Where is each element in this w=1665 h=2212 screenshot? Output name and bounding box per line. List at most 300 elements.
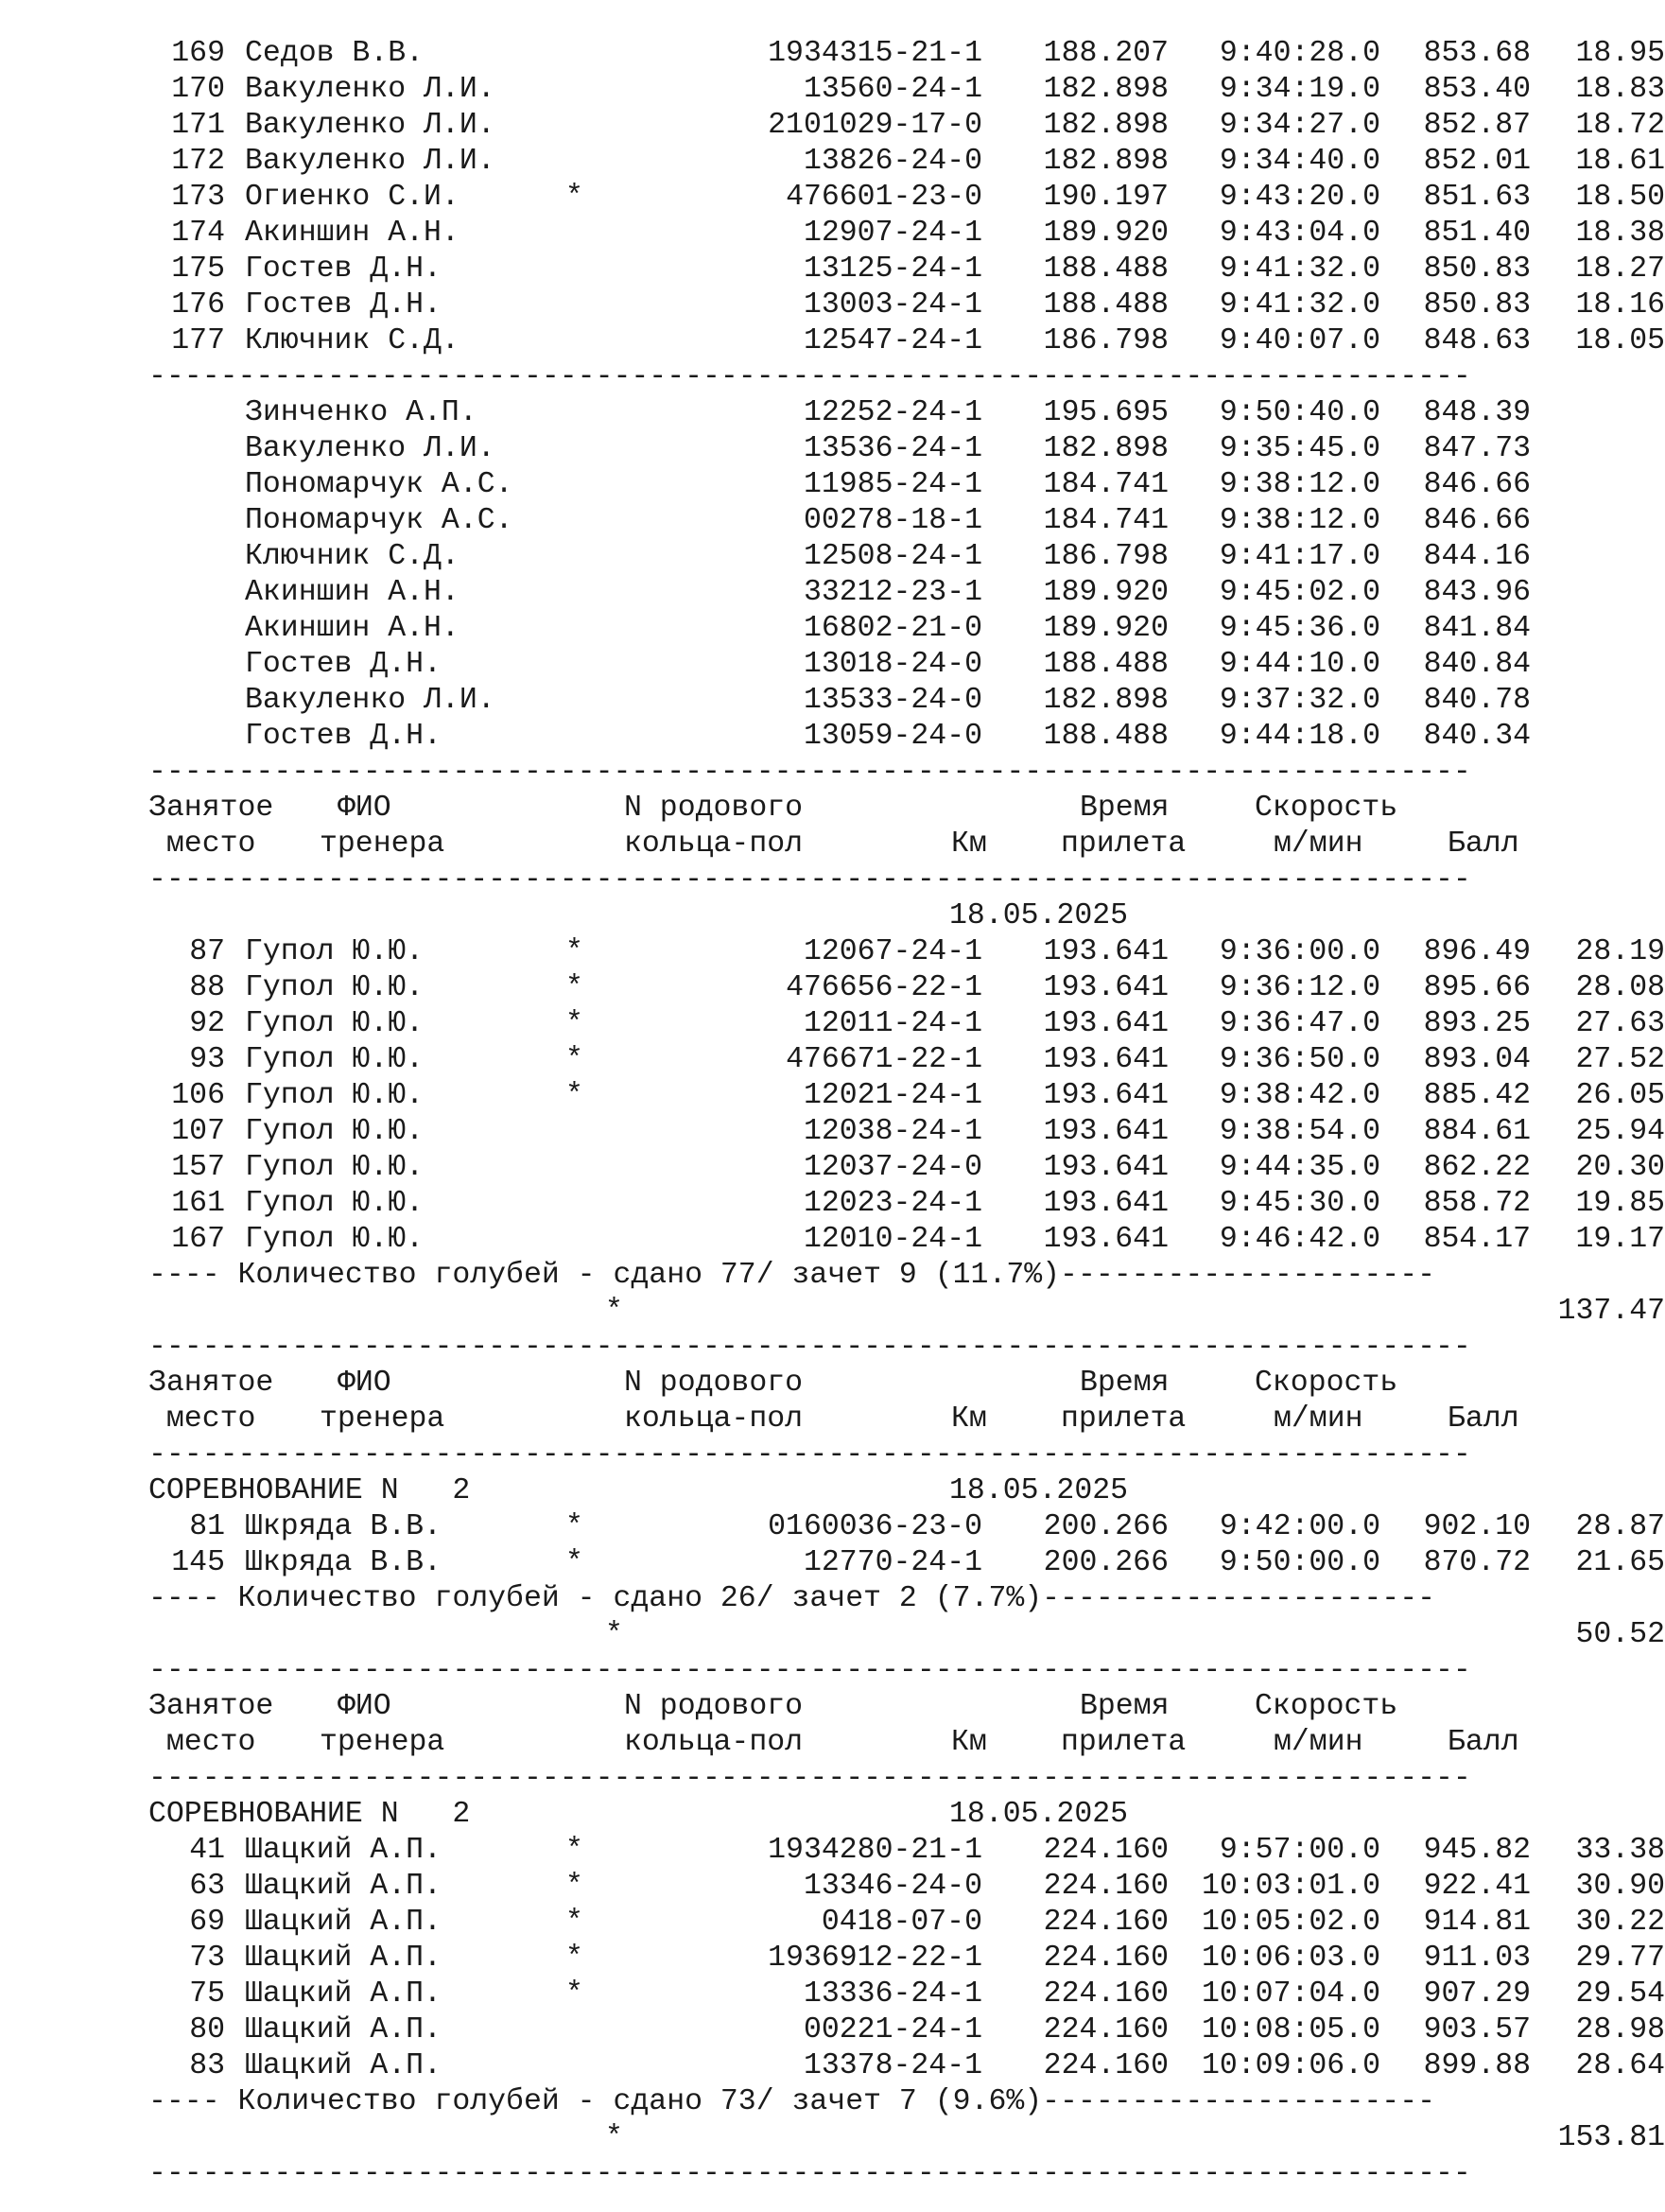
score-cell: 28.64 [1575,2049,1665,2082]
fancier-name-cell: Пономарчук А.С. [245,504,513,537]
speed-cell: 922.41 [1423,1870,1531,1903]
arrival-time-cell: 9:44:10.0 [1219,648,1380,681]
rank-cell: 63 [189,1870,225,1903]
speed-cell: 846.66 [1423,504,1531,537]
distance-cell: 184.741 [1043,468,1169,501]
arrival-time-cell: 9:42:00.0 [1219,1510,1380,1543]
competition-title: СОРЕВНОВАНИЕ N 2 [148,1474,471,1507]
summary-text: ---- Количество голубей - сдано 77/ зачет 9 (11.7%)--------------------- [148,1259,1436,1292]
star-mark: * [565,935,583,968]
unranked-row [148,719,1531,755]
score-cell: 25.94 [1575,1115,1665,1148]
ring-number-cell: 13059-24-0 [803,720,982,753]
score-cell: 21.65 [1575,1546,1665,1579]
distance-cell: 182.898 [1043,73,1169,106]
separator-line: -------------------------------------------------------------------------- [148,2157,1471,2190]
star-mark: * [565,1977,583,2011]
total-star: * [605,1295,623,1328]
header-place: Занятое [148,792,274,825]
score-cell: 29.54 [1575,1977,1665,2011]
score-cell: 18.38 [1575,217,1665,250]
separator-line: -------------------------------------------------------------------------- [148,360,1471,393]
result-row [148,1869,1665,1905]
fancier-name-cell: Вакуленко Л.И. [245,145,495,178]
distance-cell: 224.160 [1043,2013,1169,2047]
ring-number-cell: 00221-24-1 [803,2013,982,2047]
distance-cell: 224.160 [1043,1942,1169,1975]
rank-cell: 176 [171,288,225,322]
fancier-name-cell: Вакуленко Л.И. [245,109,495,142]
distance-cell: 193.641 [1043,971,1169,1004]
star-mark: * [565,1007,583,1040]
speed-cell: 907.29 [1423,1977,1531,2011]
distance-cell: 224.160 [1043,1906,1169,1939]
separator-line: -------------------------------------------------------------------------- [148,1762,1471,1795]
fancier-name-cell: Акиншин А.Н. [245,217,460,250]
arrival-time-cell: 9:50:40.0 [1219,396,1380,429]
distance-cell: 193.641 [1043,1223,1169,1256]
fancier-name-cell: Шацкий А.П. [245,1942,442,1975]
star-mark: * [565,1870,583,1903]
header-ring-2: кольца-пол [624,1402,804,1436]
header-place: Занятое [148,1367,274,1400]
fancier-name-cell: Шацкий А.П. [245,1834,442,1867]
result-row [148,1042,1665,1078]
rank-cell: 80 [189,2013,225,2047]
star-mark: * [565,1906,583,1939]
summary-text: ---- Количество голубей - сдано 73/ зачет 7 (9.6%)---------------------- [148,2085,1436,2118]
speed-cell: 851.40 [1423,217,1531,250]
unranked-row [148,431,1531,467]
fancier-name-cell: Седов В.В. [245,37,425,70]
result-row [148,1006,1665,1042]
ring-number-cell: 33212-23-1 [803,576,982,609]
distance-cell: 182.898 [1043,109,1169,142]
speed-cell: 893.25 [1423,1007,1531,1040]
unranked-row [148,503,1531,539]
speed-cell: 893.04 [1423,1043,1531,1076]
ring-number-cell: 12252-24-1 [803,396,982,429]
competition-date-line [148,1797,1517,1833]
score-cell: 18.83 [1575,73,1665,106]
result-row [148,323,1665,359]
speed-cell: 852.01 [1423,145,1531,178]
header-ring-2: кольца-пол [624,827,804,861]
score-cell: 28.98 [1575,2013,1665,2047]
distance-cell: 224.160 [1043,1834,1169,1867]
rank-cell: 169 [171,37,225,70]
distance-cell: 190.197 [1043,181,1169,214]
column-header-row-2 [148,1402,1517,1437]
rank-cell: 106 [171,1079,225,1112]
fancier-name-cell: Вакуленко Л.И. [245,73,495,106]
score-cell: 18.61 [1575,145,1665,178]
ring-number-cell: 476656-22-1 [786,971,982,1004]
competition-date: 18.05.2025 [949,899,1129,932]
fancier-name-cell: Шкряда В.В. [245,1546,442,1579]
unranked-row [148,395,1531,431]
header-score: Балл [1448,827,1519,861]
fancier-name-cell: Шацкий А.П. [245,1906,442,1939]
result-row [148,1905,1665,1941]
score-cell: 26.05 [1575,1079,1665,1112]
fancier-name-cell: Пономарчук А.С. [245,468,513,501]
header-ring: N родового [624,1367,804,1400]
speed-cell: 870.72 [1423,1546,1531,1579]
header-name: ФИО [338,792,391,825]
result-row [148,72,1665,108]
ring-number-cell: 2101029-17-0 [768,109,982,142]
rank-cell: 87 [189,935,225,968]
result-row [148,1150,1665,1186]
distance-cell: 188.488 [1043,720,1169,753]
result-row [148,180,1665,216]
fancier-name-cell: Огиенко С.И. [245,181,460,214]
distance-cell: 182.898 [1043,432,1169,465]
arrival-time-cell: 9:41:32.0 [1219,253,1380,286]
column-header-row-1 [148,1689,1517,1725]
summary-text: ---- Количество голубей - сдано 26/ зачет 2 (7.7%)---------------------- [148,1582,1436,1615]
distance-cell: 195.695 [1043,396,1169,429]
star-mark: * [565,1079,583,1112]
separator-line: -------------------------------------------------------------------------- [148,1438,1471,1472]
speed-cell: 884.61 [1423,1115,1531,1148]
distance-cell: 193.641 [1043,1187,1169,1220]
distance-cell: 186.798 [1043,540,1169,573]
header-speed-2: м/мин [1274,827,1363,861]
speed-cell: 848.63 [1423,324,1531,357]
distance-cell: 200.266 [1043,1546,1169,1579]
ring-number-cell: 476601-23-0 [786,181,982,214]
star-mark: * [565,971,583,1004]
header-ring-2: кольца-пол [624,1726,804,1759]
ring-number-cell: 12023-24-1 [803,1187,982,1220]
header-ring: N родового [624,792,804,825]
rank-cell: 145 [171,1546,225,1579]
header-speed: Скорость [1255,792,1398,825]
arrival-time-cell: 9:36:47.0 [1219,1007,1380,1040]
column-header-row-2 [148,827,1517,862]
rank-cell: 161 [171,1187,225,1220]
fancier-name-cell: Шацкий А.П. [245,1870,442,1903]
result-row [148,2048,1665,2084]
rank-cell: 88 [189,971,225,1004]
score-cell: 28.08 [1575,971,1665,1004]
ring-number-cell: 13826-24-0 [803,145,982,178]
total-score: 50.52 [1575,1618,1665,1651]
speed-cell: 851.63 [1423,181,1531,214]
ring-number-cell: 476671-22-1 [786,1043,982,1076]
arrival-time-cell: 9:44:18.0 [1219,720,1380,753]
star-mark: * [565,1834,583,1867]
arrival-time-cell: 9:46:42.0 [1219,1223,1380,1256]
star-mark: * [565,1942,583,1975]
fancier-name-cell: Гупол Ю.Ю. [245,1079,425,1112]
column-header-row-1 [148,791,1517,827]
speed-cell: 843.96 [1423,576,1531,609]
result-row [148,36,1665,72]
speed-cell: 846.66 [1423,468,1531,501]
star-mark: * [565,1043,583,1076]
score-cell: 18.05 [1575,324,1665,357]
distance-cell: 193.641 [1043,1043,1169,1076]
header-name-2: тренера [320,1402,445,1436]
speed-cell: 899.88 [1423,2049,1531,2082]
rank-cell: 157 [171,1151,225,1184]
fancier-name-cell: Зинченко А.П. [245,396,477,429]
distance-cell: 184.741 [1043,504,1169,537]
fancier-name-cell: Гупол Ю.Ю. [245,1007,425,1040]
score-cell: 18.27 [1575,253,1665,286]
total-score: 153.81 [1557,2121,1665,2154]
speed-cell: 885.42 [1423,1079,1531,1112]
fancier-name-cell: Гостев Д.Н. [245,648,442,681]
arrival-time-cell: 9:45:02.0 [1219,576,1380,609]
arrival-time-cell: 9:41:17.0 [1219,540,1380,573]
unranked-row [148,575,1531,611]
ring-number-cell: 0418-07-0 [821,1906,982,1939]
speed-cell: 848.39 [1423,396,1531,429]
arrival-time-cell: 9:44:35.0 [1219,1151,1380,1184]
rank-cell: 83 [189,2049,225,2082]
score-cell: 28.87 [1575,1510,1665,1543]
header-time-2: прилета [1061,827,1187,861]
arrival-time-cell: 9:40:28.0 [1219,37,1380,70]
ring-number-cell: 13346-24-0 [803,1870,982,1903]
result-row [148,1545,1665,1581]
summary-line [148,1581,1517,1617]
fancier-name-cell: Гостев Д.Н. [245,720,442,753]
ring-number-cell: 13125-24-1 [803,253,982,286]
fancier-name-cell: Вакуленко Л.И. [245,432,495,465]
header-name-2: тренера [320,1726,445,1759]
ring-number-cell: 16802-21-0 [803,612,982,645]
fancier-name-cell: Шацкий А.П. [245,2049,442,2082]
speed-cell: 840.78 [1423,684,1531,717]
header-place-2: место [148,827,256,861]
fancier-name-cell: Гупол Ю.Ю. [245,1187,425,1220]
score-cell: 27.52 [1575,1043,1665,1076]
rank-cell: 175 [171,253,225,286]
header-score: Балл [1448,1726,1519,1759]
unranked-row [148,539,1531,575]
fancier-name-cell: Шацкий А.П. [245,2013,442,2047]
arrival-time-cell: 9:34:40.0 [1219,145,1380,178]
result-row [148,934,1665,970]
score-cell: 33.38 [1575,1834,1665,1867]
speed-cell: 858.72 [1423,1187,1531,1220]
speed-cell: 850.83 [1423,253,1531,286]
distance-cell: 188.488 [1043,648,1169,681]
header-place-2: место [148,1726,256,1759]
total-score: 137.47 [1557,1295,1665,1328]
rank-cell: 93 [189,1043,225,1076]
arrival-time-cell: 10:07:04.0 [1201,1977,1380,2011]
header-score: Балл [1448,1402,1519,1436]
result-row [148,287,1665,323]
score-cell: 20.30 [1575,1151,1665,1184]
header-place: Занятое [148,1690,274,1723]
ring-number-cell: 1936912-22-1 [768,1942,982,1975]
ring-number-cell: 12907-24-1 [803,217,982,250]
fancier-name-cell: Гостев Д.Н. [245,288,442,322]
speed-cell: 902.10 [1423,1510,1531,1543]
distance-cell: 200.266 [1043,1510,1169,1543]
competition-date-line [148,898,1517,934]
result-row [148,216,1665,252]
fancier-name-cell: Гупол Ю.Ю. [245,1115,425,1148]
rank-cell: 170 [171,73,225,106]
speed-cell: 862.22 [1423,1151,1531,1184]
header-name-2: тренера [320,827,445,861]
ring-number-cell: 11985-24-1 [803,468,982,501]
header-name: ФИО [338,1690,391,1723]
ring-number-cell: 13560-24-1 [803,73,982,106]
distance-cell: 224.160 [1043,1870,1169,1903]
score-cell: 18.50 [1575,181,1665,214]
speed-cell: 850.83 [1423,288,1531,322]
score-cell: 30.22 [1575,1906,1665,1939]
header-km: Км [951,1402,987,1436]
separator-line: -------------------------------------------------------------------------- [148,863,1471,897]
speed-cell: 914.81 [1423,1906,1531,1939]
ring-number-cell: 13536-24-1 [803,432,982,465]
score-cell: 18.72 [1575,109,1665,142]
competition-date: 18.05.2025 [949,1798,1129,1831]
result-row [148,2012,1665,2048]
rank-cell: 69 [189,1906,225,1939]
competition-date: 18.05.2025 [949,1474,1129,1507]
star-mark: * [565,1546,583,1579]
distance-cell: 193.641 [1043,1007,1169,1040]
ring-number-cell: 00278-18-1 [803,504,982,537]
arrival-time-cell: 9:34:19.0 [1219,73,1380,106]
score-cell: 19.85 [1575,1187,1665,1220]
unranked-row [148,647,1531,683]
score-cell: 19.17 [1575,1223,1665,1256]
arrival-time-cell: 9:38:42.0 [1219,1079,1380,1112]
speed-cell: 854.17 [1423,1223,1531,1256]
separator-line: -------------------------------------------------------------------------- [148,756,1471,789]
total-line [148,1294,1665,1330]
total-line [148,2120,1665,2156]
fancier-name-cell: Гостев Д.Н. [245,253,442,286]
fancier-name-cell: Гупол Ю.Ю. [245,1043,425,1076]
speed-cell: 853.68 [1423,37,1531,70]
arrival-time-cell: 9:35:45.0 [1219,432,1380,465]
star-mark: * [565,181,583,214]
ring-number-cell: 1934315-21-1 [768,37,982,70]
rank-cell: 173 [171,181,225,214]
arrival-time-cell: 9:50:00.0 [1219,1546,1380,1579]
distance-cell: 182.898 [1043,145,1169,178]
unranked-row [148,683,1531,719]
speed-cell: 852.87 [1423,109,1531,142]
arrival-time-cell: 10:05:02.0 [1201,1906,1380,1939]
header-km: Км [951,827,987,861]
arrival-time-cell: 9:38:12.0 [1219,468,1380,501]
star-mark: * [565,1510,583,1543]
distance-cell: 189.920 [1043,612,1169,645]
rank-cell: 171 [171,109,225,142]
fancier-name-cell: Шацкий А.П. [245,1977,442,2011]
fancier-name-cell: Гупол Ю.Ю. [245,1223,425,1256]
result-row [148,144,1665,180]
score-cell: 18.16 [1575,288,1665,322]
total-star: * [605,2121,623,2154]
header-time: Время [1080,1690,1170,1723]
summary-line [148,1258,1517,1294]
speed-cell: 844.16 [1423,540,1531,573]
arrival-time-cell: 9:43:20.0 [1219,181,1380,214]
result-row [148,1186,1665,1222]
ring-number-cell: 13533-24-0 [803,684,982,717]
total-line [148,1617,1665,1653]
fancier-name-cell: Ключник С.Д. [245,540,460,573]
score-cell: 28.19 [1575,935,1665,968]
result-row [148,252,1665,287]
distance-cell: 224.160 [1043,1977,1169,2011]
rank-cell: 107 [171,1115,225,1148]
arrival-time-cell: 9:40:07.0 [1219,324,1380,357]
arrival-time-cell: 9:45:30.0 [1219,1187,1380,1220]
ring-number-cell: 12021-24-1 [803,1079,982,1112]
ring-number-cell: 13336-24-1 [803,1977,982,2011]
rank-cell: 73 [189,1942,225,1975]
header-speed-2: м/мин [1274,1402,1363,1436]
header-time: Время [1080,1367,1170,1400]
header-speed: Скорость [1255,1367,1398,1400]
result-row [148,1977,1665,2012]
header-time: Время [1080,792,1170,825]
score-cell: 29.77 [1575,1942,1665,1975]
ring-number-cell: 12067-24-1 [803,935,982,968]
distance-cell: 193.641 [1043,1115,1169,1148]
header-name: ФИО [338,1367,391,1400]
fancier-name-cell: Ключник С.Д. [245,324,460,357]
arrival-time-cell: 9:34:27.0 [1219,109,1380,142]
fancier-name-cell: Вакуленко Л.И. [245,684,495,717]
score-cell: 18.95 [1575,37,1665,70]
rank-cell: 167 [171,1223,225,1256]
arrival-time-cell: 9:38:54.0 [1219,1115,1380,1148]
arrival-time-cell: 10:03:01.0 [1201,1870,1380,1903]
fancier-name-cell: Акиншин А.Н. [245,576,460,609]
total-star: * [605,1618,623,1651]
summary-line [148,2084,1517,2120]
result-row [148,108,1665,144]
speed-cell: 903.57 [1423,2013,1531,2047]
header-speed-2: м/мин [1274,1726,1363,1759]
result-row [148,1509,1665,1545]
ring-number-cell: 12547-24-1 [803,324,982,357]
header-speed: Скорость [1255,1690,1398,1723]
separator-line: -------------------------------------------------------------------------- [148,1654,1471,1687]
fancier-name-cell: Акиншин А.Н. [245,612,460,645]
rank-cell: 92 [189,1007,225,1040]
rank-cell: 174 [171,217,225,250]
speed-cell: 853.40 [1423,73,1531,106]
arrival-time-cell: 9:38:12.0 [1219,504,1380,537]
distance-cell: 193.641 [1043,1079,1169,1112]
ring-number-cell: 12037-24-0 [803,1151,982,1184]
fancier-name-cell: Гупол Ю.Ю. [245,935,425,968]
ring-number-cell: 12508-24-1 [803,540,982,573]
arrival-time-cell: 10:06:03.0 [1201,1942,1380,1975]
separator-line: -------------------------------------------------------------------------- [148,1331,1471,1364]
result-row [148,1941,1665,1977]
distance-cell: 188.207 [1043,37,1169,70]
